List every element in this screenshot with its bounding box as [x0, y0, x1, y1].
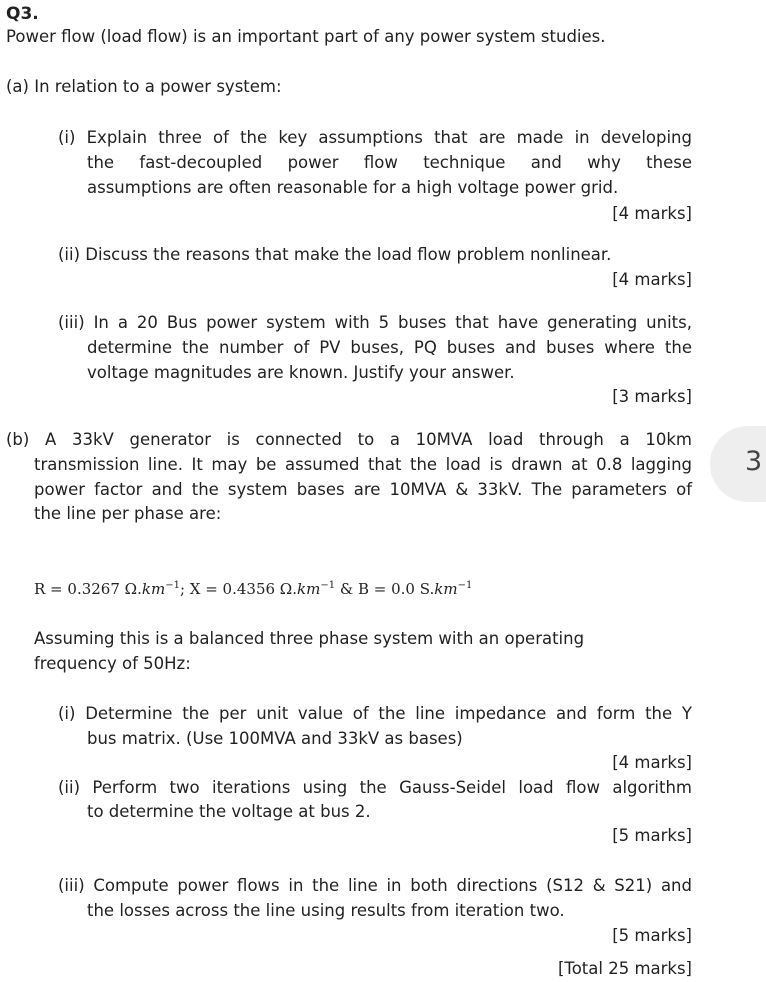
assume-line-2: frequency of 50Hz: [34, 654, 191, 673]
b-ii-line-2: to determine the voltage at bus 2. [87, 802, 371, 821]
a-ii-line-1: (ii) Discuss the reasons that make the load flow problem nonlinear. [58, 245, 612, 264]
a-i-marks: [4 marks] [612, 204, 692, 223]
b-line-2: transmission line. It may be assumed that the load is drawn at 0.8 lagging [34, 455, 692, 474]
intro-text: Power flow (load flow) is an important part of any power system studies. [6, 27, 606, 46]
b-i-line-1: (i) Determine the per unit value of the line impedance and form the Y [58, 704, 692, 723]
b-ii-marks: [5 marks] [612, 826, 692, 845]
eq-x-unit: km [297, 580, 321, 598]
eq-r-exp: −1 [165, 580, 180, 591]
line-parameters-equation [34, 580, 472, 598]
a-i-line-3: assumptions are often reasonable for a high voltage power grid. [87, 178, 619, 197]
b-line-3: power factor and the system bases are 10MVA & 33kV. The parameters of [34, 480, 692, 499]
a-ii-marks: [4 marks] [612, 270, 692, 289]
a-iii-line-2: determine the number of PV buses, PQ buses and buses where the [87, 338, 692, 357]
part-a-heading: (a) In relation to a power system: [6, 77, 282, 96]
b-ii-line-1: (ii) Perform two iterations using the Gauss-Seidel load flow algorithm [58, 778, 692, 797]
a-i-line-1: (i) Explain three of the key assumptions that are made in developing [58, 128, 692, 147]
b-line-4: the line per phase are: [34, 504, 222, 523]
eq-b-exp: −1 [457, 580, 473, 591]
eq-r: R = 0.3267 Ω. [34, 580, 142, 598]
eq-x: ; X = 0.4356 Ω. [179, 580, 298, 598]
eq-b-unit: km [434, 580, 458, 598]
total-marks: [Total 25 marks] [557, 959, 692, 978]
b-iii-line-1: (iii) Compute power flows in the line in both directions (S12 & S21) and [58, 876, 692, 895]
b-i-marks: [4 marks] [612, 753, 692, 772]
eq-r-unit: km [141, 580, 166, 598]
a-i-line-2: the fast-decoupled power flow technique and why these [87, 153, 692, 172]
b-iii-line-2: the losses across the line using results from iteration two. [87, 901, 565, 920]
b-iii-marks: [5 marks] [612, 926, 692, 945]
b-line-1: (b) A 33kV generator is connected to a 10MVA load through a 10km [6, 430, 692, 449]
a-iii-line-1: (iii) In a 20 Bus power system with 5 buses that have generating units, [58, 313, 692, 332]
question-label: Q3. [6, 4, 39, 24]
a-iii-marks: [3 marks] [612, 387, 692, 406]
eq-b: & B = 0.0 S. [335, 580, 435, 598]
page-tab-number: 3 [745, 446, 763, 477]
eq-x-exp: −1 [320, 580, 336, 591]
a-iii-line-3: voltage magnitudes are known. Justify your answer. [87, 363, 515, 382]
assume-line-1: Assuming this is a balanced three phase system with an operating [34, 629, 585, 648]
b-i-line-2: bus matrix. (Use 100MVA and 33kV as bases) [87, 729, 463, 748]
